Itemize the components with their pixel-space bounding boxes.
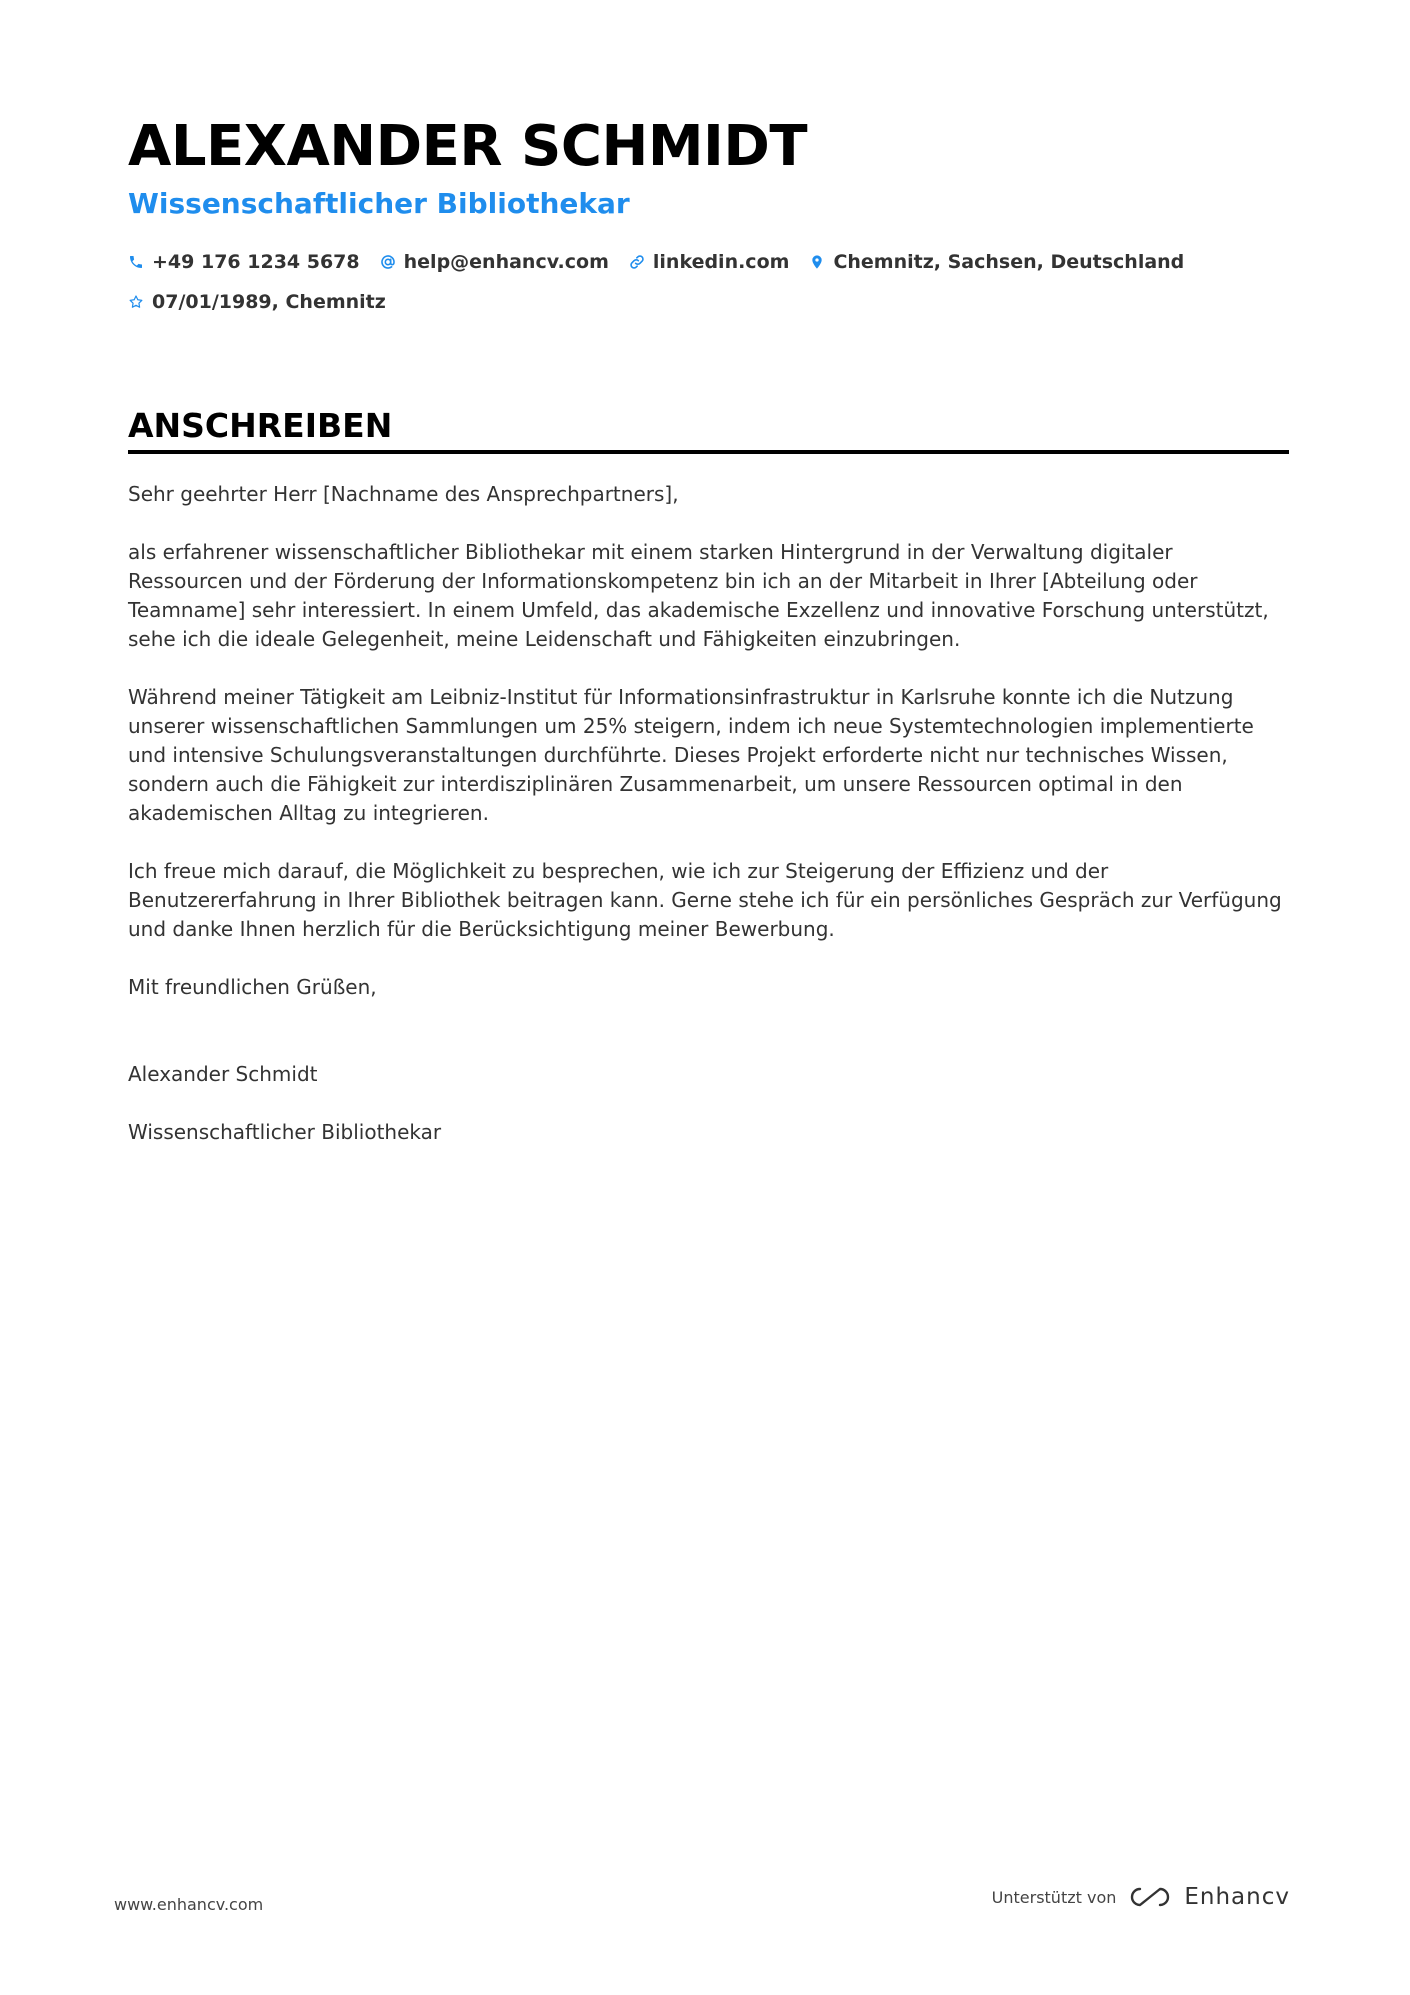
contact-linkedin[interactable] xyxy=(629,251,790,273)
contact-birth xyxy=(128,291,386,313)
paragraph: als erfahrener wissenschaftlicher Bibliothekar mit einem starken Hintergrund in der Verwaltung digitaler Ressourcen und der Förderung der Informationskompetenz bin ich an der Mitarbeit in Ihrer [Abteilung oder Teamname] sehr interessiert. In einem Umfeld, das akademische Exzellenz und innovative Forschung unterstützt, sehe ich die ideale Gelegenheit, meine Leidenschaft und Fähigkeiten einzubringen. xyxy=(128,540,1269,651)
email-text: help@enhancv.com xyxy=(403,251,609,273)
candidate-name: ALEXANDER SCHMIDT xyxy=(128,114,808,179)
footer-branding[interactable] xyxy=(992,1884,1290,1910)
link-icon xyxy=(629,254,645,270)
linkedin-text: linkedin.com xyxy=(652,251,790,273)
contact-location xyxy=(809,251,1184,273)
signature-name: Alexander Schmidt xyxy=(128,1062,318,1086)
contact-info xyxy=(128,242,1288,322)
contact-phone[interactable] xyxy=(128,251,360,273)
footer-website[interactable]: www.enhancv.com xyxy=(114,1895,264,1914)
phone-text: +49 176 1234 5678 xyxy=(152,251,360,273)
brand-logo xyxy=(1128,1884,1290,1910)
location-pin-icon xyxy=(809,254,825,270)
phone-icon xyxy=(128,254,144,270)
powered-by-text: Unterstützt von xyxy=(991,1887,1117,1907)
section-divider xyxy=(128,450,1289,454)
contact-row xyxy=(128,282,1288,322)
star-icon xyxy=(128,294,144,310)
salutation: Sehr geehrter Herr [Nachname des Ansprechpartners], xyxy=(128,482,679,506)
job-title: Wissenschaftlicher Bibliothekar xyxy=(128,187,630,220)
paragraph: Während meiner Tätigkeit am Leibniz-Institut für Informationsinfrastruktur in Karlsruhe konnte ich die Nutzung unserer wissenschaftlichen Sammlungen um 25% steigern, indem ich neue Systemtechnologien implementierte und intensive Schulungsveranstaltungen durchführte. Dieses Projekt erforderte nicht nur technisches Wissen, sondern auch die Fähigkeit zur interdisziplinären Zusammenarbeit, um unsere Ressourcen optimal in den akademischen Alltag zu integrieren. xyxy=(128,685,1254,825)
closing: Mit freundlichen Grüßen, xyxy=(128,975,377,999)
header xyxy=(128,112,1288,322)
at-icon xyxy=(380,254,396,270)
enhancv-logo-icon xyxy=(1128,1884,1174,1910)
section-header xyxy=(128,404,1289,454)
birth-text: 07/01/1989, Chemnitz xyxy=(152,291,386,313)
signature-title: Wissenschaftlicher Bibliothekar xyxy=(128,1120,442,1144)
contact-row xyxy=(128,242,1288,282)
location-text: Chemnitz, Sachsen, Deutschland xyxy=(833,251,1185,273)
contact-email[interactable] xyxy=(380,251,609,273)
paragraph: Ich freue mich darauf, die Möglichkeit zu besprechen, wie ich zur Steigerung der Effizienz und der Benutzererfahrung in Ihrer Bibliothek beitragen kann. Gerne stehe ich für ein persönliches Gespräch zur Verfügung und danke Ihnen herzlich für die Berücksichtigung meiner Bewerbung. xyxy=(128,859,1282,941)
section-title: ANSCHREIBEN xyxy=(128,406,393,445)
brand-name: Enhancv xyxy=(1184,1884,1290,1910)
letter-body xyxy=(128,480,1293,1176)
